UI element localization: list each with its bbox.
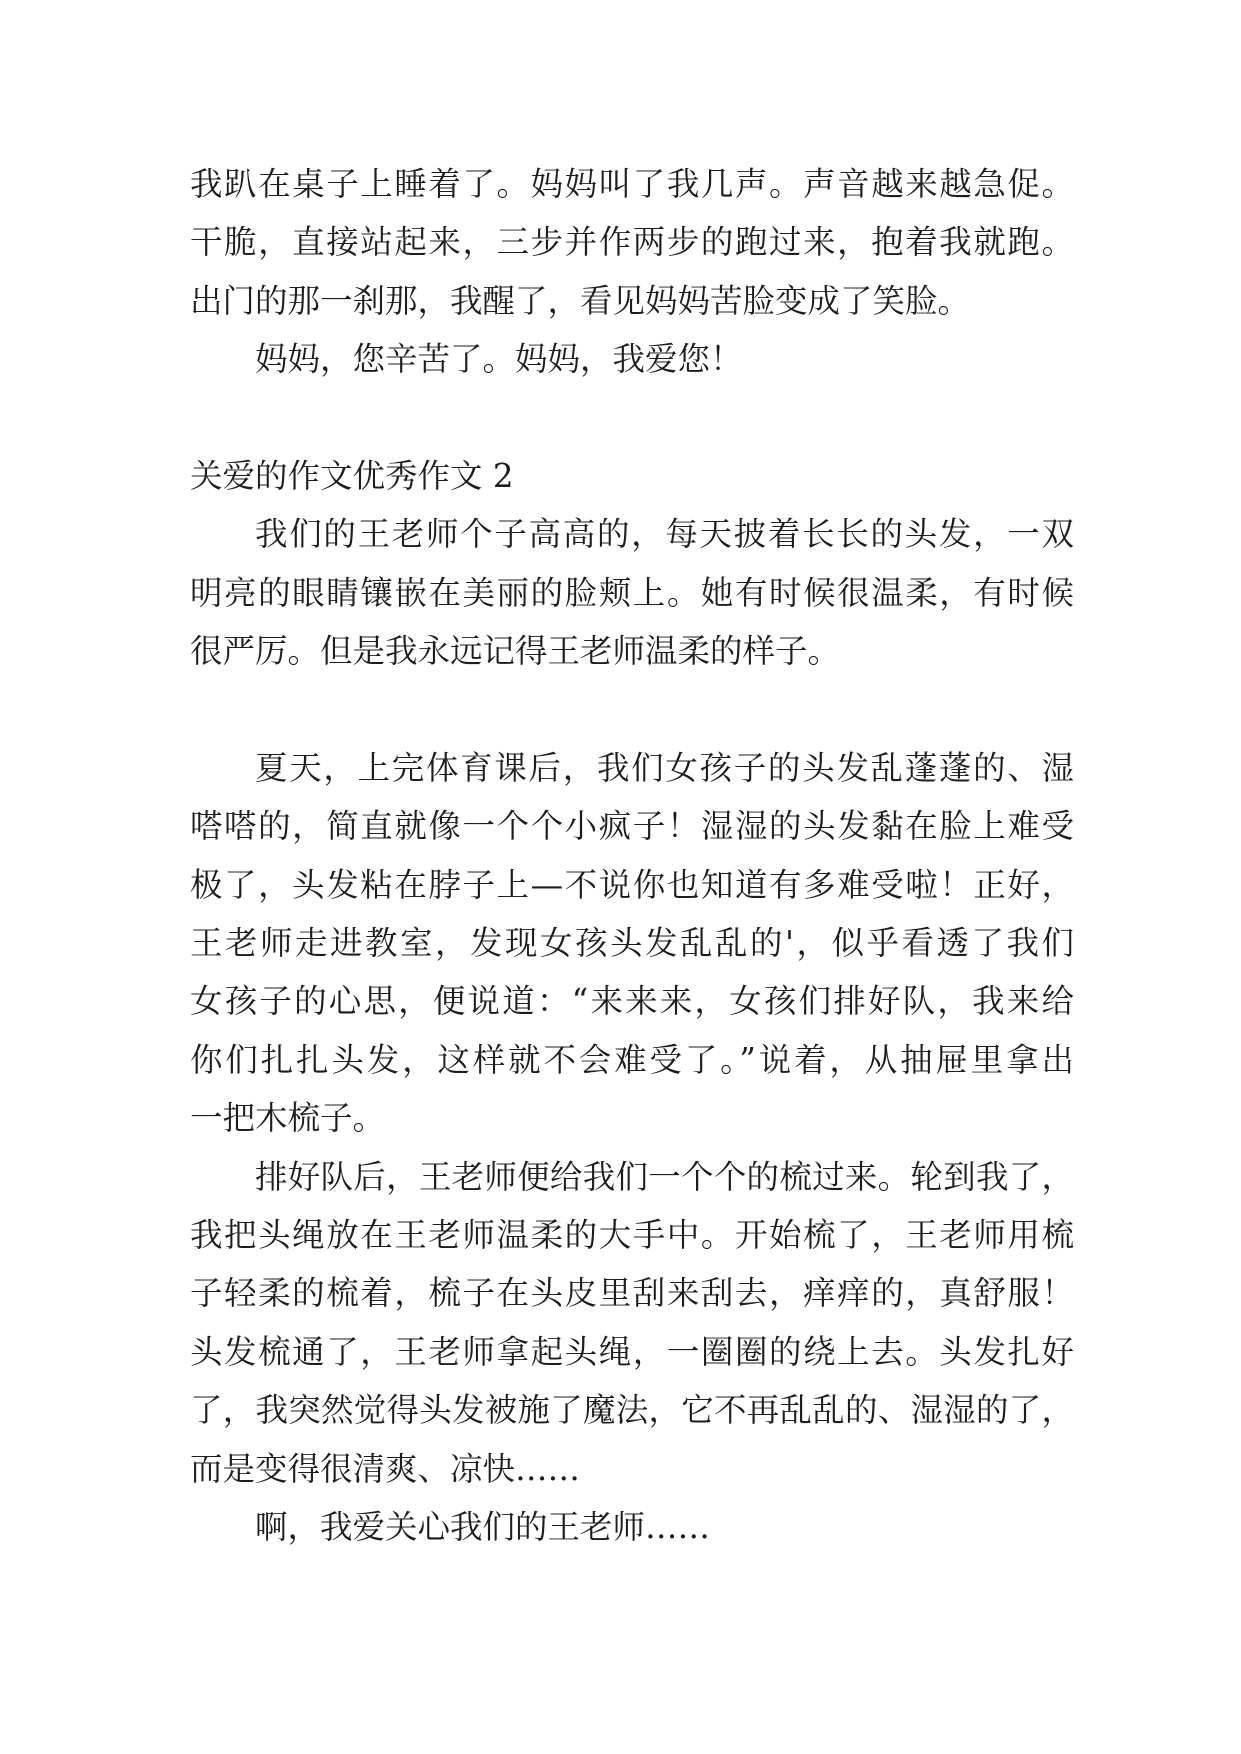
essay-2 bbox=[190, 447, 1074, 1556]
text-line: 啊，我爱关心我们的王老师…… bbox=[255, 1507, 711, 1546]
paragraph bbox=[190, 155, 1074, 330]
paragraph bbox=[190, 505, 1074, 680]
text-line: 子轻柔的梳着，梳子在头皮里刮来刮去，痒痒的，真舒服！ bbox=[190, 1274, 1074, 1313]
text-line: 我们的王老师个子高高的，每天披着长长的头发，一双 bbox=[255, 515, 1074, 554]
text-line: 了，我突然觉得头发被施了魔法，它不再乱乱的、湿湿的了， bbox=[190, 1391, 1074, 1430]
text-line: 王老师走进教室，发现女孩头发乱乱的'，似乎看透了我们 bbox=[190, 924, 1074, 963]
paragraph bbox=[190, 1498, 1074, 1556]
text-line: 夏天，上完体育课后，我们女孩子的头发乱蓬蓬的、湿 bbox=[255, 748, 1074, 787]
text-line: 极了，头发粘在脖子上—不说你也知道有多难受啦！正好， bbox=[190, 865, 1074, 904]
blank-line bbox=[190, 389, 1074, 447]
text-line: 明亮的眼睛镶嵌在美丽的脸颊上。她有时候很温柔，有时候 bbox=[190, 573, 1074, 612]
paragraph bbox=[190, 739, 1074, 1148]
text-line: 女孩子的心思，便说道：“来来来，女孩们排好队，我来给 bbox=[190, 982, 1074, 1021]
paragraph bbox=[190, 1148, 1074, 1498]
text-line: 出门的那一刹那，我醒了，看见妈妈苦脸变成了笑脸。 bbox=[190, 281, 971, 320]
text-line: 你们扎扎头发，这样就不会难受了。”说着，从抽屉里拿出 bbox=[190, 1040, 1074, 1079]
document-body bbox=[190, 155, 1074, 1556]
paragraph bbox=[190, 330, 1074, 388]
text-line: 排好队后，王老师便给我们一个个的梳过来。轮到我了， bbox=[255, 1157, 1074, 1196]
text-line: 头发梳通了，王老师拿起头绳，一圈圈的绕上去。头发扎好 bbox=[190, 1332, 1074, 1371]
text-line: 而是变得很清爽、凉快…… bbox=[190, 1449, 581, 1488]
text-line: 一把木梳子。 bbox=[190, 1099, 386, 1138]
essay-title: 关爱的作文优秀作文 2 bbox=[190, 456, 514, 495]
text-line: 妈妈，您辛苦了。妈妈，我爱您！ bbox=[255, 340, 743, 379]
text-line: 嗒嗒的，简直就像一个个小疯子！湿湿的头发黏在脸上难受 bbox=[190, 807, 1074, 846]
text-line: 我把头绳放在王老师温柔的大手中。开始梳了，王老师用梳 bbox=[190, 1216, 1074, 1255]
blank-line bbox=[190, 681, 1074, 739]
essay-1-ending bbox=[190, 155, 1074, 389]
text-line: 干脆，直接站起来，三步并作两步的跑过来，抱着我就跑。 bbox=[190, 223, 1074, 262]
text-line: 很严厉。但是我永远记得王老师温柔的样子。 bbox=[190, 632, 841, 671]
text-line: 我趴在桌子上睡着了。妈妈叫了我几声。声音越来越急促。 bbox=[190, 165, 1074, 203]
